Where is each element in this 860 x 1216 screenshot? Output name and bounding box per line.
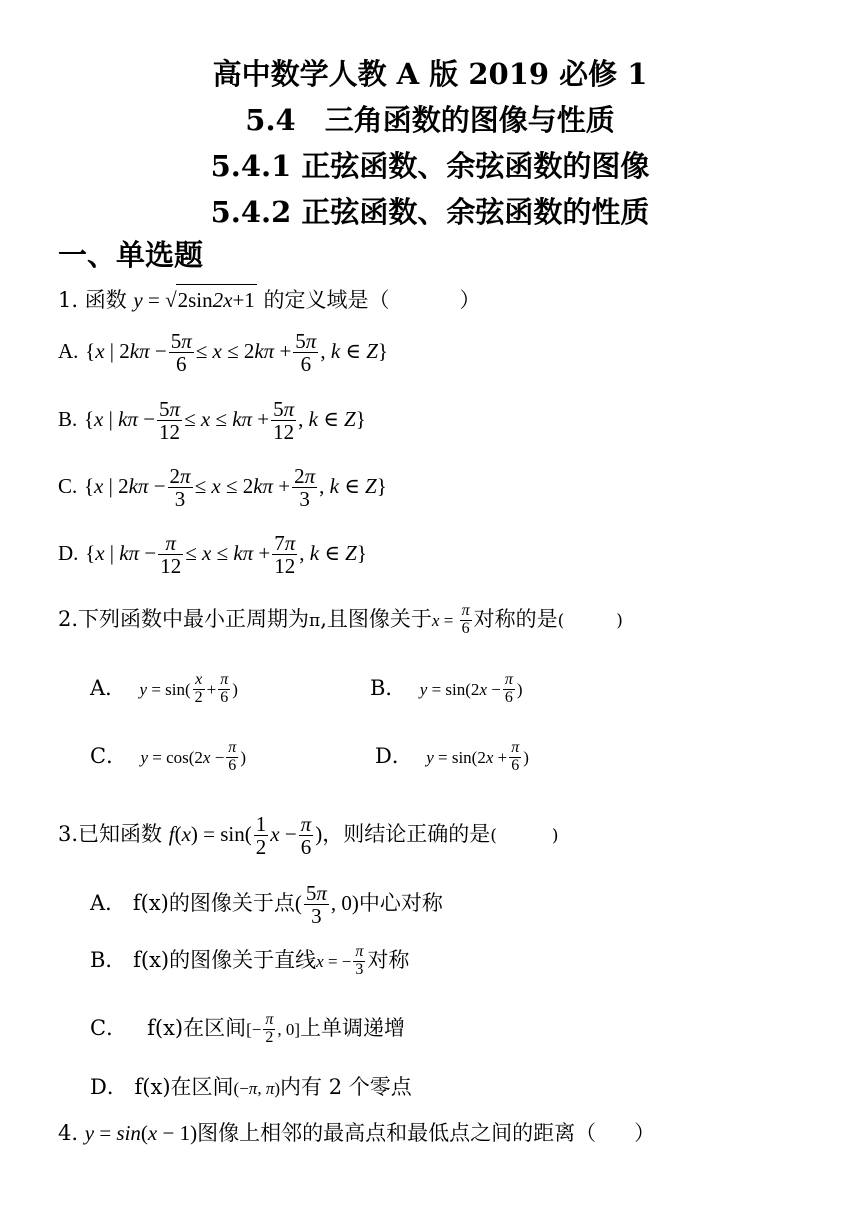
- question-1-suffix: 的定义域是（: [263, 288, 390, 312]
- q2-option-c: C． y = cos(2x − $\frac{\pi}{6}$ ): [90, 739, 246, 774]
- doc-title-subsection-1: 5.4.1 正弦函数、余弦函数的图像: [210, 149, 650, 183]
- q1-formula: y: [133, 288, 143, 312]
- q3-option-d: D． f(x)在区间(−π, π)内有 2 个零点: [90, 1075, 412, 1099]
- q3-option-a: A． f(x)的图像关于点( $\frac{5\pi}{3}$ , 0)中心对称: [90, 881, 443, 929]
- q3-option-b: B． f(x)的图像关于直线x = − $\frac{\pi}{3}$ 对称: [90, 943, 410, 978]
- q1-option-c: C. {x | 2kπ − $\frac{2\pi}{3}$ ≤ x ≤ 2kπ + $\frac{2\pi}{3}$ , k ∈ Z}: [58, 464, 387, 512]
- q1-option-a: A. {x | 2kπ − $\frac{5\pi}{6}$ ≤ x ≤ 2kπ + $\frac{5\pi}{6}$ , k ∈ Z}: [58, 329, 388, 377]
- doc-title-course: 高中数学人教 A 版 2019 必修 1: [212, 57, 648, 91]
- q2-option-b: B． y = sin(2x − $\frac{\pi}{6}$ ): [370, 671, 523, 706]
- q1-option-b: B. {x | kπ − $\frac{5\pi}{12}$ ≤ x ≤ kπ + $\frac{5\pi}{12}$ , k ∈ Z}: [58, 397, 366, 445]
- q3-option-c: C． f(x)在区间[− $\frac{\pi}{2}$ , 0]上单调递增: [90, 1011, 406, 1046]
- q2-option-a: A． y = sin( $\frac{x}{2}$ + $\frac{\pi}{6}$ ): [90, 671, 238, 706]
- doc-title-subsection-2: 5.4.2 正弦函数、余弦函数的性质: [210, 195, 650, 229]
- doc-title-section: 5.4 三角函数的图像与性质: [245, 103, 615, 137]
- section-heading: 一、单选题: [58, 238, 204, 272]
- question-1-prefix: 1. 函数: [58, 288, 127, 312]
- q1-option-d: D. {x | kπ − $\frac{\pi}{12}$ ≤ x ≤ kπ + $\frac{7\pi}{12}$ , k ∈ Z}: [58, 531, 367, 579]
- q2-option-d: D． y = sin(2x + $\frac{\pi}{6}$ ): [375, 739, 529, 774]
- question-4: 4. y = sin(x − 1)图像上相邻的最高点和最低点之间的距离（ ）: [58, 1121, 656, 1145]
- question-3: 3.已知函数 f(x) = sin( $\frac{1}{2}$ x − $\frac{\pi}{6}$ )，则结论正确的是( ): [58, 812, 559, 860]
- question-1: 1. 函数 y = √2sin2x+1 的定义域是（ ）: [58, 284, 480, 315]
- question-2: 2.下列函数中最小正周期为π,且图像关于x = $\frac{\pi}{6}$ 对称的是( ): [58, 602, 623, 637]
